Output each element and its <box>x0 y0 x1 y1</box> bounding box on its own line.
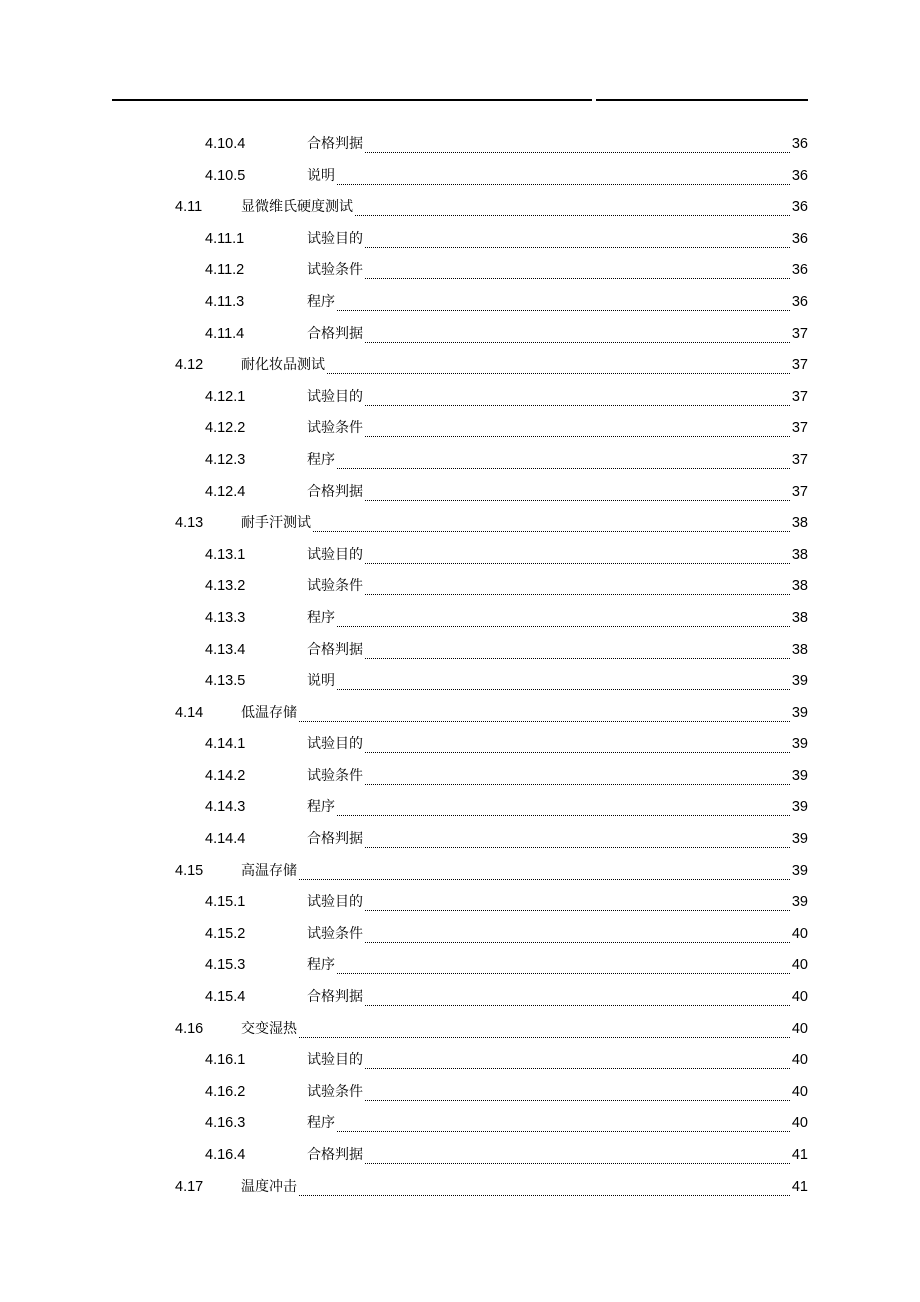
toc-entry-number: 4.11.2 <box>205 262 245 279</box>
toc-dot-leader <box>365 233 808 248</box>
toc-dot-leader <box>337 170 808 185</box>
toc-entry-number: 4.12 <box>175 357 204 374</box>
toc-entry[interactable] <box>0 507 920 539</box>
toc-entry-number: 4.16.2 <box>205 1083 246 1100</box>
toc-entry[interactable] <box>0 381 920 413</box>
toc-entry-title: 试验目的 <box>307 894 363 911</box>
toc-entry-title: 试验条件 <box>307 262 363 279</box>
toc-entry-title: 试验目的 <box>307 736 363 753</box>
toc-entry-page: 40 <box>791 957 808 974</box>
toc-entry-page: 39 <box>791 767 808 784</box>
toc-entry-number: 4.10.4 <box>205 136 246 152</box>
toc-entry-page: 37 <box>791 420 808 437</box>
toc-dot-leader <box>365 1086 808 1101</box>
toc-entry[interactable] <box>0 128 920 160</box>
toc-entry-title: 试验条件 <box>307 767 363 784</box>
toc-entry[interactable] <box>0 254 920 286</box>
toc-entry[interactable] <box>0 570 920 602</box>
toc-entry-number: 4.11.1 <box>205 230 245 247</box>
toc-entry-number: 4.12.2 <box>205 420 246 437</box>
toc-entry[interactable] <box>0 697 920 729</box>
toc-dot-leader <box>299 1181 808 1196</box>
toc-entry-page: 38 <box>791 578 808 595</box>
table-of-contents <box>0 128 920 1202</box>
toc-dot-leader <box>365 264 808 279</box>
toc-entry-number: 4.13.2 <box>205 578 246 595</box>
toc-entry-title: 程序 <box>307 799 335 816</box>
toc-entry-page: 40 <box>791 1052 808 1069</box>
toc-entry-title: 低温存储 <box>241 704 297 721</box>
toc-entry-page: 36 <box>791 199 808 216</box>
toc-entry-number: 4.12.3 <box>205 451 246 468</box>
toc-entry-title: 试验条件 <box>307 420 363 437</box>
toc-dot-leader <box>299 707 808 722</box>
toc-entry-title: 程序 <box>307 293 335 310</box>
toc-dot-leader <box>365 391 808 406</box>
toc-entry[interactable] <box>0 539 920 571</box>
toc-entry[interactable] <box>0 349 920 381</box>
toc-dot-leader <box>365 833 808 848</box>
toc-entry[interactable] <box>0 1044 920 1076</box>
toc-dot-leader <box>365 738 808 753</box>
toc-entry[interactable] <box>0 191 920 223</box>
toc-entry-title: 试验条件 <box>307 925 363 942</box>
toc-dot-leader <box>327 359 808 374</box>
toc-entry[interactable] <box>0 665 920 697</box>
toc-entry[interactable] <box>0 918 920 950</box>
toc-dot-leader <box>365 328 808 343</box>
toc-dot-leader <box>337 675 808 690</box>
toc-entry-title: 试验条件 <box>307 1083 363 1100</box>
toc-entry-number: 4.13.5 <box>205 673 246 690</box>
toc-entry-number: 4.10.5 <box>205 167 246 184</box>
toc-entry[interactable] <box>0 855 920 887</box>
toc-entry-page: 36 <box>791 230 808 247</box>
toc-entry-number: 4.16 <box>175 1020 204 1037</box>
toc-entry-title: 试验目的 <box>307 388 363 405</box>
toc-entry-page: 37 <box>791 388 808 405</box>
toc-dot-leader <box>337 801 808 816</box>
toc-entry-number: 4.13.4 <box>205 641 246 658</box>
toc-entry-page: 40 <box>791 1083 808 1100</box>
toc-dot-leader <box>337 612 808 627</box>
toc-entry-title: 程序 <box>307 957 335 974</box>
toc-entry[interactable] <box>0 602 920 634</box>
toc-dot-leader <box>365 422 808 437</box>
toc-entry-number: 4.14.3 <box>205 799 246 816</box>
header-rule-right <box>596 99 808 101</box>
toc-entry[interactable] <box>0 286 920 318</box>
toc-entry-title: 温度冲击 <box>241 1178 297 1195</box>
toc-entry-page: 37 <box>791 451 808 468</box>
toc-entry-title: 说明 <box>307 673 335 690</box>
toc-entry-page: 39 <box>791 831 808 848</box>
toc-dot-leader <box>355 201 808 216</box>
toc-dot-leader <box>337 454 808 469</box>
toc-entry-title: 合格判据 <box>307 989 363 1006</box>
toc-entry-page: 38 <box>791 546 808 563</box>
toc-entry[interactable] <box>0 223 920 255</box>
toc-entry-title: 合格判据 <box>307 136 363 152</box>
toc-dot-leader <box>365 1054 808 1069</box>
toc-entry[interactable] <box>0 476 920 508</box>
toc-entry-number: 4.16.3 <box>205 1115 246 1132</box>
header-rule-left <box>112 99 592 101</box>
toc-entry-page: 36 <box>791 293 808 310</box>
toc-dot-leader <box>365 644 808 659</box>
toc-dot-leader <box>299 865 808 880</box>
toc-entry-title: 试验目的 <box>307 230 363 247</box>
toc-entry-page: 39 <box>791 862 808 879</box>
toc-entry-page: 38 <box>791 515 808 532</box>
toc-entry[interactable] <box>0 160 920 192</box>
toc-entry-number: 4.15.1 <box>205 894 246 911</box>
toc-entry[interactable] <box>0 728 920 760</box>
toc-dot-leader <box>365 580 808 595</box>
toc-entry[interactable] <box>0 1013 920 1045</box>
toc-entry[interactable] <box>0 886 920 918</box>
toc-entry-title: 试验条件 <box>307 578 363 595</box>
toc-entry-number: 4.13.3 <box>205 609 246 626</box>
toc-dot-leader <box>365 896 808 911</box>
toc-entry[interactable] <box>0 1107 920 1139</box>
toc-entry-page: 36 <box>791 262 808 279</box>
toc-entry-title: 耐化妆品测试 <box>241 357 325 374</box>
toc-entry-title: 合格判据 <box>307 641 363 658</box>
toc-entry-title: 程序 <box>307 609 335 626</box>
toc-entry-number: 4.15 <box>175 862 204 879</box>
toc-entry-number: 4.14 <box>175 704 204 721</box>
toc-entry-number: 4.11 <box>175 199 203 216</box>
toc-entry-title: 合格判据 <box>307 325 363 342</box>
toc-entry-page: 38 <box>791 641 808 658</box>
toc-entry-title: 合格判据 <box>307 831 363 848</box>
toc-entry-page: 36 <box>791 136 808 152</box>
toc-dot-leader <box>299 1023 808 1038</box>
toc-entry-number: 4.11.3 <box>205 293 245 310</box>
toc-entry-title: 高温存储 <box>241 862 297 879</box>
toc-entry-number: 4.13 <box>175 515 204 532</box>
toc-dot-leader <box>337 1117 808 1132</box>
toc-entry-page: 39 <box>791 799 808 816</box>
toc-entry-page: 39 <box>791 673 808 690</box>
toc-dot-leader <box>337 959 808 974</box>
toc-entry-title: 交变湿热 <box>241 1020 297 1037</box>
toc-dot-leader <box>365 138 808 153</box>
toc-dot-leader <box>365 486 808 501</box>
toc-entry[interactable] <box>0 949 920 981</box>
toc-entry-title: 说明 <box>307 167 335 184</box>
toc-dot-leader <box>365 928 808 943</box>
toc-entry-page: 37 <box>791 357 808 374</box>
toc-entry[interactable] <box>0 1076 920 1108</box>
toc-entry-title: 程序 <box>307 1115 335 1132</box>
toc-entry[interactable] <box>0 444 920 476</box>
toc-entry-title: 程序 <box>307 451 335 468</box>
toc-entry[interactable] <box>0 1171 920 1203</box>
toc-entry-number: 4.15.2 <box>205 925 246 942</box>
toc-dot-leader <box>313 517 808 532</box>
toc-dot-leader <box>365 770 808 785</box>
toc-entry-page: 36 <box>791 167 808 184</box>
toc-entry-page: 40 <box>791 1115 808 1132</box>
toc-entry-page: 40 <box>791 989 808 1006</box>
toc-entry-number: 4.12.4 <box>205 483 246 500</box>
toc-entry-number: 4.14.4 <box>205 831 246 848</box>
toc-entry-number: 4.17 <box>175 1178 204 1195</box>
toc-entry-page: 37 <box>791 483 808 500</box>
toc-entry-page: 38 <box>791 609 808 626</box>
toc-entry-page: 39 <box>791 894 808 911</box>
toc-entry-title: 合格判据 <box>307 1147 363 1163</box>
toc-entry-number: 4.16.1 <box>205 1052 246 1069</box>
toc-entry-number: 4.13.1 <box>205 546 246 563</box>
toc-entry-number: 4.15.4 <box>205 989 246 1006</box>
toc-entry[interactable] <box>0 981 920 1013</box>
toc-entry[interactable] <box>0 634 920 666</box>
toc-dot-leader <box>365 549 808 564</box>
toc-entry-title: 合格判据 <box>307 483 363 500</box>
toc-entry-number: 4.14.1 <box>205 736 246 753</box>
toc-entry-page: 39 <box>791 736 808 753</box>
toc-entry[interactable] <box>0 823 920 855</box>
toc-dot-leader <box>365 991 808 1006</box>
toc-entry-number: 4.14.2 <box>205 767 246 784</box>
toc-entry-title: 显微维氏硬度测试 <box>241 199 353 216</box>
toc-entry[interactable] <box>0 760 920 792</box>
toc-entry-number: 4.16.4 <box>205 1147 246 1163</box>
toc-entry-title: 耐手汗测试 <box>241 515 311 532</box>
toc-entry-page: 40 <box>791 1020 808 1037</box>
toc-entry-page: 41 <box>791 1178 808 1195</box>
toc-entry[interactable] <box>0 791 920 823</box>
toc-entry-page: 39 <box>791 704 808 721</box>
toc-entry-number: 4.12.1 <box>205 388 246 405</box>
toc-entry[interactable] <box>0 412 920 444</box>
toc-entry-number: 4.15.3 <box>205 957 246 974</box>
toc-dot-leader <box>365 1149 808 1164</box>
toc-entry-number: 4.11.4 <box>205 325 245 342</box>
toc-entry-page: 37 <box>791 325 808 342</box>
toc-entry-page: 40 <box>791 925 808 942</box>
toc-dot-leader <box>337 296 808 311</box>
toc-entry-title: 试验目的 <box>307 546 363 563</box>
toc-entry[interactable] <box>0 318 920 350</box>
toc-entry-page: 41 <box>791 1147 808 1163</box>
toc-entry[interactable] <box>0 1139 920 1171</box>
toc-entry-title: 试验目的 <box>307 1052 363 1069</box>
